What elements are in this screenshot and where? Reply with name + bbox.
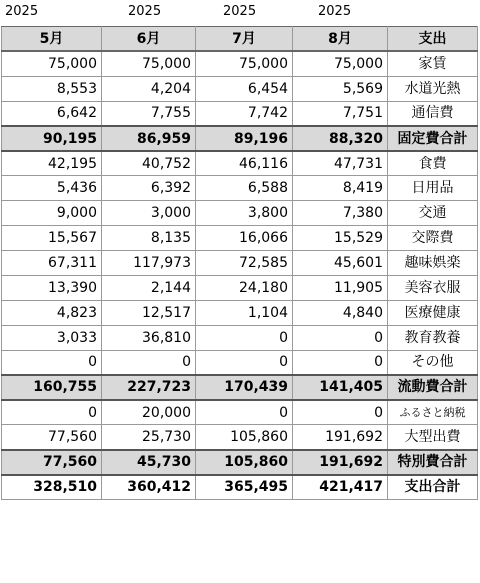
- row-label[interactable]: 美容衣服: [388, 275, 478, 300]
- cell[interactable]: 15,567: [2, 226, 102, 251]
- table-row-social: [2, 226, 478, 251]
- cell[interactable]: 77,560: [2, 425, 102, 450]
- cell[interactable]: 0: [196, 350, 293, 375]
- row-label[interactable]: 固定費合計: [388, 126, 478, 151]
- row-label[interactable]: 日用品: [388, 176, 478, 201]
- row-label[interactable]: 交通: [388, 201, 478, 226]
- expense-table: [1, 26, 478, 500]
- cell[interactable]: 15,529: [293, 226, 388, 251]
- cell[interactable]: 0: [102, 350, 196, 375]
- cell[interactable]: 42,195: [2, 151, 102, 176]
- table-row-beauty: [2, 275, 478, 300]
- header-cell-expense[interactable]: 支出: [388, 27, 478, 52]
- cell[interactable]: 13,390: [2, 275, 102, 300]
- cell[interactable]: 90,195: [2, 126, 102, 151]
- cell[interactable]: 0: [293, 350, 388, 375]
- cell[interactable]: 6,392: [102, 176, 196, 201]
- cell[interactable]: 117,973: [102, 251, 196, 276]
- cell[interactable]: 47,731: [293, 151, 388, 176]
- table-row-rent: [2, 51, 478, 76]
- cell[interactable]: 105,860: [196, 425, 293, 450]
- cell[interactable]: 3,033: [2, 325, 102, 350]
- table-row-grand-total: [2, 475, 478, 500]
- cell[interactable]: 421,417: [293, 475, 388, 500]
- year-row: [0, 0, 480, 26]
- cell[interactable]: 8,419: [293, 176, 388, 201]
- cell[interactable]: 0: [196, 400, 293, 425]
- row-label[interactable]: 支出合計: [388, 475, 478, 500]
- cell[interactable]: 40,752: [102, 151, 196, 176]
- cell[interactable]: 7,380: [293, 201, 388, 226]
- header-cell-may[interactable]: 5月: [2, 27, 102, 52]
- cell[interactable]: 160,755: [2, 375, 102, 400]
- cell[interactable]: 3,000: [102, 201, 196, 226]
- cell[interactable]: 328,510: [2, 475, 102, 500]
- cell[interactable]: 191,692: [293, 425, 388, 450]
- table-row-hobby: [2, 251, 478, 276]
- table-row-other: [2, 350, 478, 375]
- header-cell-august[interactable]: 8月: [293, 27, 388, 52]
- cell[interactable]: 0: [293, 400, 388, 425]
- cell[interactable]: 141,405: [293, 375, 388, 400]
- cell[interactable]: 5,436: [2, 176, 102, 201]
- cell[interactable]: 0: [196, 325, 293, 350]
- table-row-utilities: [2, 76, 478, 101]
- table-row-medical: [2, 300, 478, 325]
- cell[interactable]: 0: [2, 400, 102, 425]
- cell[interactable]: 86,959: [102, 126, 196, 151]
- row-label[interactable]: 水道光熱: [388, 76, 478, 101]
- table-row-variable-total: [2, 375, 478, 400]
- cell[interactable]: 191,692: [293, 450, 388, 475]
- cell[interactable]: 105,860: [196, 450, 293, 475]
- table-row-food: [2, 151, 478, 176]
- row-label[interactable]: 流動費合計: [388, 375, 478, 400]
- cell[interactable]: 75,000: [102, 51, 196, 76]
- cell[interactable]: 45,601: [293, 251, 388, 276]
- cell[interactable]: 16,066: [196, 226, 293, 251]
- cell[interactable]: 25,730: [102, 425, 196, 450]
- cell[interactable]: 6,642: [2, 101, 102, 126]
- cell[interactable]: 77,560: [2, 450, 102, 475]
- cell[interactable]: 0: [2, 350, 102, 375]
- cell[interactable]: 170,439: [196, 375, 293, 400]
- table-row-daily-goods: [2, 176, 478, 201]
- cell[interactable]: 7,742: [196, 101, 293, 126]
- cell[interactable]: 46,116: [196, 151, 293, 176]
- year-label-may: 2025: [5, 4, 39, 19]
- row-label[interactable]: 食費: [388, 151, 478, 176]
- cell[interactable]: 88,320: [293, 126, 388, 151]
- cell[interactable]: 11,905: [293, 275, 388, 300]
- cell[interactable]: 12,517: [102, 300, 196, 325]
- cell[interactable]: 45,730: [102, 450, 196, 475]
- row-label[interactable]: その他: [388, 350, 478, 375]
- year-label-june: 2025: [128, 4, 162, 19]
- cell[interactable]: 8,553: [2, 76, 102, 101]
- cell[interactable]: 67,311: [2, 251, 102, 276]
- row-label[interactable]: 交際費: [388, 226, 478, 251]
- table-row-large-expense: [2, 425, 478, 450]
- row-label[interactable]: 通信費: [388, 101, 478, 126]
- cell[interactable]: 75,000: [196, 51, 293, 76]
- cell[interactable]: 227,723: [102, 375, 196, 400]
- cell[interactable]: 5,569: [293, 76, 388, 101]
- row-label[interactable]: 家賃: [388, 51, 478, 76]
- table-row-fixed-total: [2, 126, 478, 151]
- cell[interactable]: 72,585: [196, 251, 293, 276]
- row-label[interactable]: 教育教養: [388, 325, 478, 350]
- table-row-transport: [2, 201, 478, 226]
- cell[interactable]: 24,180: [196, 275, 293, 300]
- cell[interactable]: 2,144: [102, 275, 196, 300]
- row-label[interactable]: ふるさと納税: [388, 400, 478, 425]
- row-label[interactable]: 特別費合計: [388, 450, 478, 475]
- cell[interactable]: 8,135: [102, 226, 196, 251]
- cell[interactable]: 75,000: [2, 51, 102, 76]
- cell[interactable]: 4,823: [2, 300, 102, 325]
- year-label-august: 2025: [318, 4, 352, 19]
- cell[interactable]: 36,810: [102, 325, 196, 350]
- cell[interactable]: 365,495: [196, 475, 293, 500]
- cell[interactable]: 7,751: [293, 101, 388, 126]
- year-label-july: 2025: [223, 4, 257, 19]
- cell[interactable]: 7,755: [102, 101, 196, 126]
- header-cell-july[interactable]: 7月: [196, 27, 293, 52]
- cell[interactable]: 1,104: [196, 300, 293, 325]
- cell[interactable]: 0: [293, 325, 388, 350]
- row-label[interactable]: 医療健康: [388, 300, 478, 325]
- cell[interactable]: 6,588: [196, 176, 293, 201]
- table-row-communication: [2, 101, 478, 126]
- table-row-education: [2, 325, 478, 350]
- header-row: [2, 27, 478, 52]
- table-row-furusato: [2, 400, 478, 425]
- cell[interactable]: 4,204: [102, 76, 196, 101]
- cell[interactable]: 89,196: [196, 126, 293, 151]
- row-label[interactable]: 趣味娯楽: [388, 251, 478, 276]
- cell[interactable]: 6,454: [196, 76, 293, 101]
- header-cell-june[interactable]: 6月: [102, 27, 196, 52]
- cell[interactable]: 3,800: [196, 201, 293, 226]
- cell[interactable]: 75,000: [293, 51, 388, 76]
- cell[interactable]: 4,840: [293, 300, 388, 325]
- cell[interactable]: 360,412: [102, 475, 196, 500]
- table-row-special-total: [2, 450, 478, 475]
- cell[interactable]: 9,000: [2, 201, 102, 226]
- row-label[interactable]: 大型出費: [388, 425, 478, 450]
- cell[interactable]: 20,000: [102, 400, 196, 425]
